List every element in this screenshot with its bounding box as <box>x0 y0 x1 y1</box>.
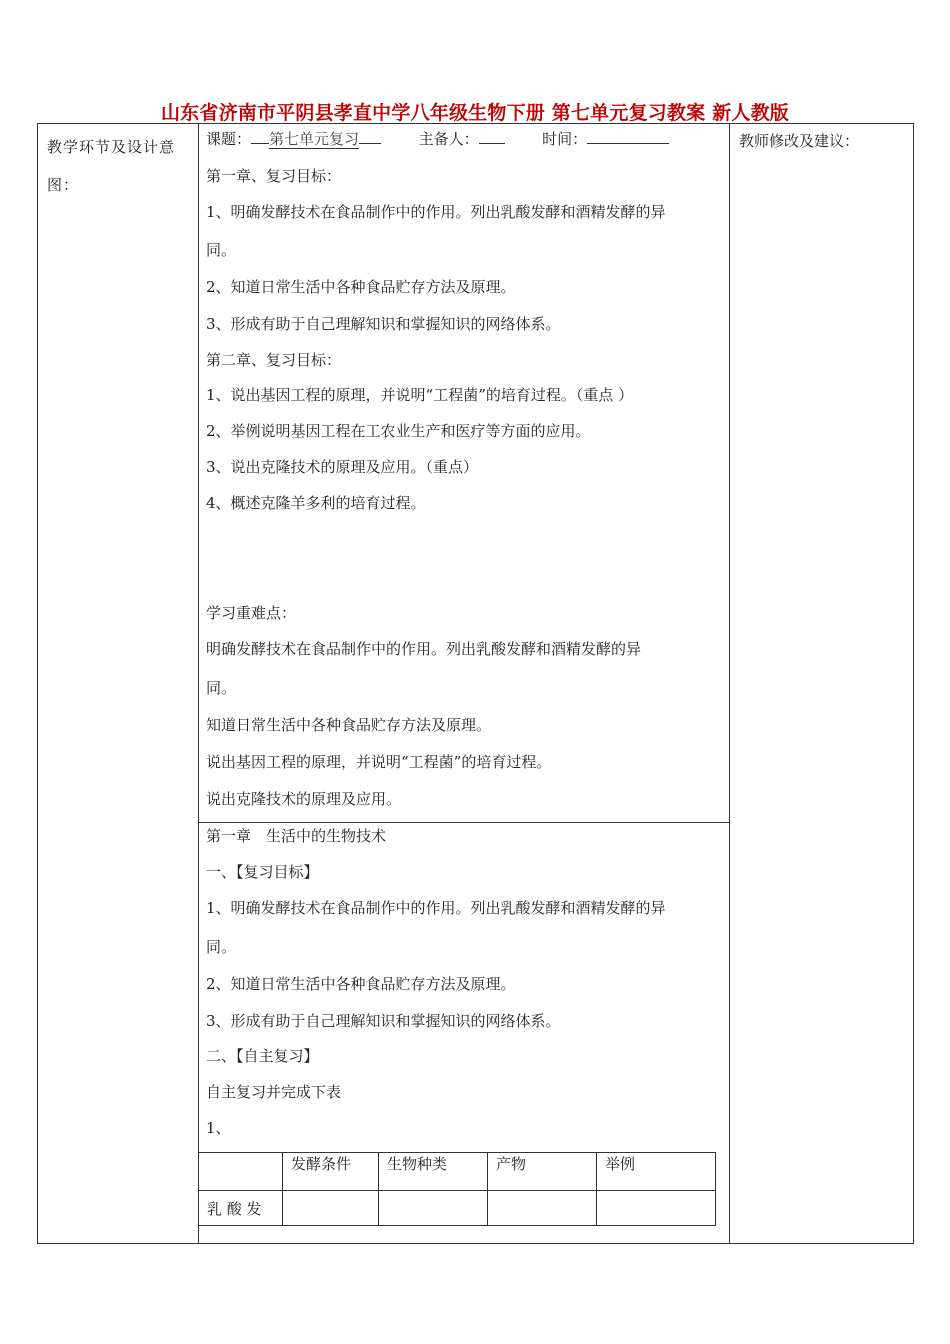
table-header-cell: 产物 <box>488 1153 597 1191</box>
preparer-blank <box>479 129 505 144</box>
ch1-goal-3: 3、形成有助于自己理解知识和掌握知识的网络体系。 <box>206 315 561 333</box>
subject-value: 第七单元复习 <box>269 130 360 148</box>
table-row <box>199 1191 716 1226</box>
subject-label: 课题： <box>206 130 252 148</box>
key-points-heading: 学习重难点： <box>206 604 297 622</box>
key-point-4: 说出克隆技术的原理及应用。 <box>206 790 402 808</box>
section-divider <box>198 822 729 823</box>
review-goal-1: 1、明确发酵技术在食品制作中的作用。列出乳酸发酵和酒精发酵的异 <box>206 899 666 917</box>
fermentation-table <box>198 1152 716 1226</box>
review-goal-1-cont: 同。 <box>206 938 237 956</box>
self-review-instruction: 自主复习并完成下表 <box>206 1083 342 1101</box>
key-point-1-cont: 同。 <box>206 679 237 697</box>
column-divider-left <box>198 123 199 1244</box>
blank-underline <box>359 129 381 144</box>
preparer-label: 主备人： <box>418 130 479 148</box>
right-column-header: 教师修改及建议： <box>739 132 860 150</box>
time-label: 时间： <box>542 130 588 148</box>
table-cell <box>597 1191 716 1226</box>
ch2-goal-2: 2、举例说明基因工程在工农业生产和医疗等方面的应用。 <box>206 422 591 440</box>
table-cell: 乳 酸 发 <box>199 1191 283 1226</box>
table-header-cell: 举例 <box>597 1153 716 1191</box>
left-column-header: 教学环节及设计意图： <box>47 138 176 194</box>
time-blank <box>587 129 669 144</box>
ch2-goal-4: 4、概述克隆羊多利的培育过程。 <box>206 494 426 512</box>
chapter-title: 第一章 生活中的生物技术 <box>206 827 387 845</box>
table-header-cell <box>199 1153 283 1191</box>
ch1-goals-heading: 第一章、复习目标： <box>206 167 342 185</box>
key-point-2: 知道日常生活中各种食品贮存方法及原理。 <box>206 716 492 734</box>
key-point-1: 明确发酵技术在食品制作中的作用。列出乳酸发酵和酒精发酵的异 <box>206 640 642 658</box>
review-goals-heading: 一、【复习目标】 <box>206 863 319 881</box>
column-divider-right <box>729 123 730 1244</box>
self-review-heading: 二、【自主复习】 <box>206 1047 319 1065</box>
lesson-header <box>206 129 669 149</box>
review-goal-3: 3、形成有助于自己理解知识和掌握知识的网络体系。 <box>206 1012 561 1030</box>
document-title: 山东省济南市平阴县孝直中学八年级生物下册 第七单元复习教案 新人教版 <box>160 102 790 124</box>
item-number: 1、 <box>206 1119 231 1137</box>
table-cell <box>488 1191 597 1226</box>
table-header-cell: 发酵条件 <box>283 1153 379 1191</box>
table-cell <box>283 1191 379 1226</box>
ch1-goal-2: 2、知道日常生活中各种食品贮存方法及原理。 <box>206 278 516 296</box>
table-header-cell: 生物种类 <box>379 1153 488 1191</box>
table-header-row <box>199 1153 716 1191</box>
table-cell <box>379 1191 488 1226</box>
review-goal-2: 2、知道日常生活中各种食品贮存方法及原理。 <box>206 975 516 993</box>
ch1-goal-1-cont: 同。 <box>206 241 237 259</box>
ch2-goals-heading: 第二章、复习目标： <box>206 351 342 369</box>
blank-underline <box>251 129 269 144</box>
ch2-goal-3: 3、说出克隆技术的原理及应用。（重点） <box>206 458 479 476</box>
ch2-goal-1: 1、说出基因工程的原理，并说明“工程菌”的培育过程。（重点 ） <box>206 386 634 404</box>
key-point-3: 说出基因工程的原理，并说明“工程菌”的培育过程。 <box>206 753 552 771</box>
ch1-goal-1: 1、明确发酵技术在食品制作中的作用。列出乳酸发酵和酒精发酵的异 <box>206 203 666 221</box>
